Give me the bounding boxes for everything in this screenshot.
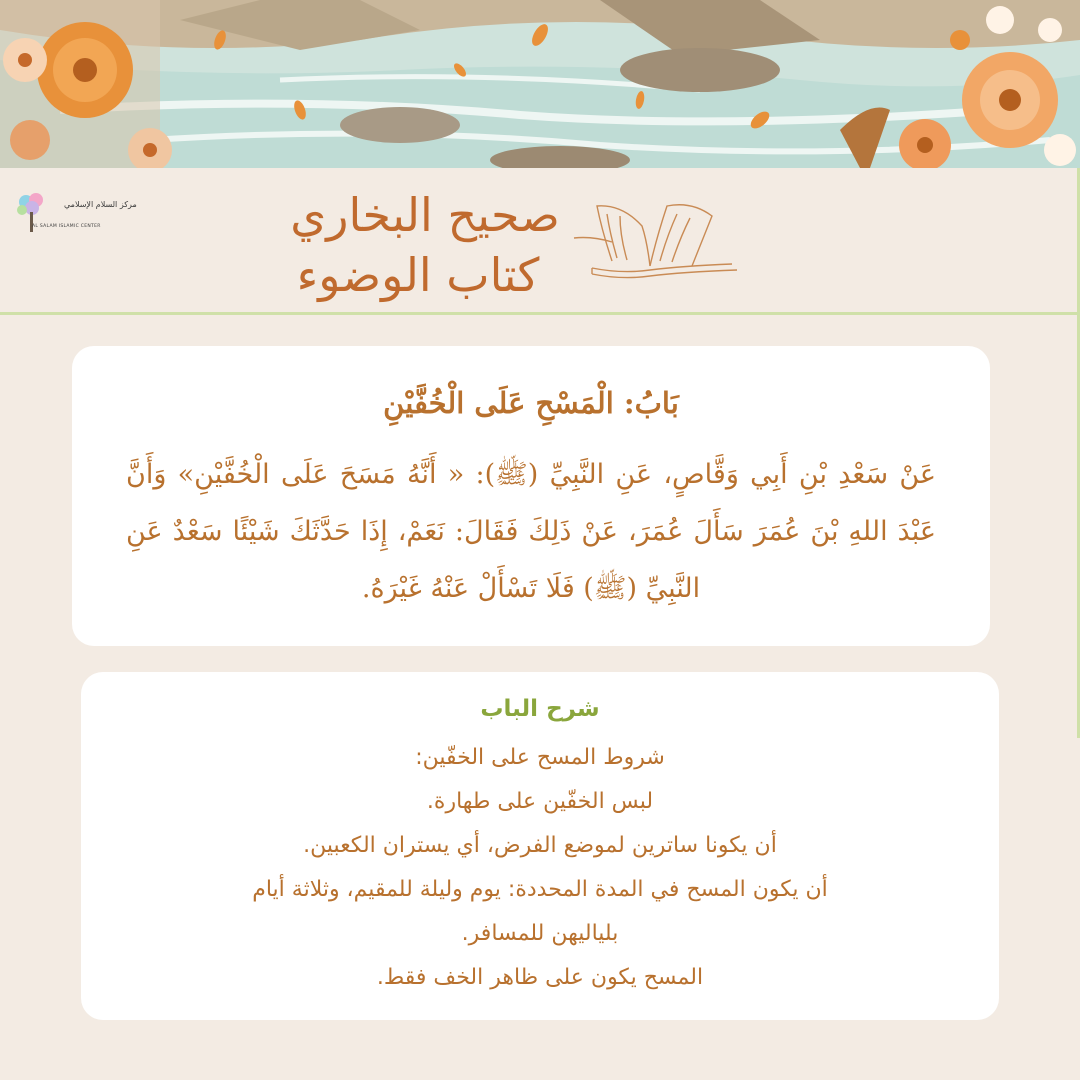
logo xyxy=(12,190,137,240)
explanation-line: أن يكون المسح في المدة المحددة: يوم وليلة للمقيم، وثلاثة أيام xyxy=(252,877,828,902)
logo-name: مركز السلام الإسلامي xyxy=(64,200,137,209)
hadith-title: بَابُ: الْمَسْحِ عَلَى الْخُفَّيْنِ xyxy=(383,386,679,420)
explanation-line: شروط المسح على الخفّين: xyxy=(415,745,665,770)
explanation-line: بلياليهن للمسافر. xyxy=(461,921,619,946)
book-title: صحيح البخاري xyxy=(290,188,560,242)
hadith-text: عَنْ سَعْدِ بْنِ أَبِي وَقَّاصٍ، عَنِ النَّبِيِّ (ﷺ): « أَنَّهُ مَسَحَ عَلَى الْخُفَّيْنِ» وَأَنَّ عَبْدَ اللهِ بْنَ عُمَرَ سَأَلَ عُمَرَ، عَنْ ذَلِكَ فَقَالَ: نَعَمْ، إِذَا حَدَّثَكَ شَيْئًا سَعْدٌ عَنِ النَّبِيِّ (ﷺ) فَلَا تَسْأَلْ عَنْهُ غَيْرَهُ. xyxy=(126,459,936,604)
header-divider xyxy=(0,312,1080,315)
explanation-line: المسح يكون على ظاهر الخف فقط. xyxy=(376,965,704,990)
landscape-banner xyxy=(0,0,1080,168)
explanation-line: أن يكونا ساترين لموضع الفرض، أي يستران الكعبين. xyxy=(303,833,777,858)
explanation-list xyxy=(81,736,999,1000)
open-book-icon xyxy=(572,186,742,281)
chapter-title: كتاب الوضوء xyxy=(296,248,540,302)
explanation-title: شرح الباب xyxy=(480,696,600,722)
hadith-card xyxy=(72,346,990,646)
explanation-card xyxy=(81,672,999,1020)
explanation-line: لبس الخفّين على طهارة. xyxy=(426,789,654,814)
logo-subtitle: AL SALAM ISLAMIC CENTER xyxy=(32,224,101,229)
